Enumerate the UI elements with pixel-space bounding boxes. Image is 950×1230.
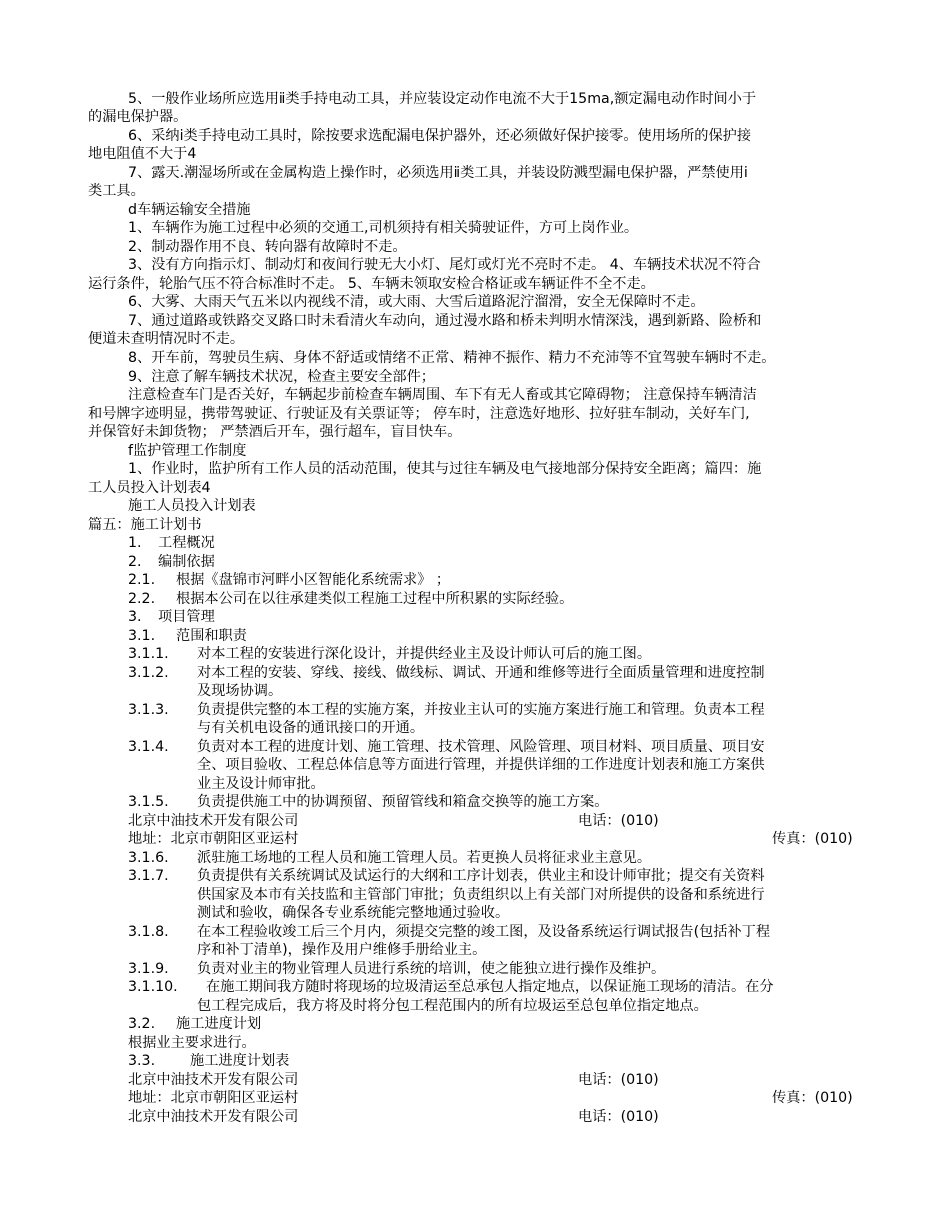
outline-number: 1. xyxy=(128,535,142,551)
footer-phone: 电话：(010) xyxy=(578,813,659,829)
outline-text: 在本工程验收竣工后三个月内，须提交完整的竣工图，及设备系统运行调试报告(包括补丁程 xyxy=(197,924,771,940)
footer-company: 北京中油技术开发有限公司 xyxy=(128,1072,299,1088)
outline-text: 负责对业主的物业管理人员进行系统的培训，使之能独立进行操作及维护。 xyxy=(197,961,666,977)
outline-text: 负责提供施工中的协调预留、预留管线和箱盒交换等的施工方案。 xyxy=(197,794,609,810)
paragraph-line: 8、开车前，驾驶员生病、身体不舒适或情绪不正常、精神不振作、精力不充沛等不宜驾驶车辆时不走。 xyxy=(128,350,776,366)
paragraph-line: 7、通过道路或铁路交叉路口时未看清火车动向，通过漫水路和桥未判明水情深浅，遇到新路、险桥和 xyxy=(128,313,762,329)
outline-text: 负责提供有关系统调试及试运行的大纲和工序计划表，供业主和设计师审批；提交有关资料 xyxy=(197,868,765,884)
paragraph-line: 2、制动器作用不良、转向器有故障时不走。 xyxy=(128,239,407,255)
paragraph-line: 9、注意了解车辆技术状况，检查主要安全部件； xyxy=(128,369,435,385)
outline-text: 派驻施工场地的工程人员和施工管理人员。若更换人员将征求业主意见。 xyxy=(197,850,652,866)
outline-text: 序和补丁清单)，操作及用户维修手册给业主。 xyxy=(197,942,487,958)
paragraph-line: 地电阻值不大于4 xyxy=(88,146,197,162)
outline-text: 供国家及本市有关技监和主管部门审批；负责组织以上有关部门对所提供的设备和系统进行 xyxy=(197,887,765,903)
outline-text: 及现场协调。 xyxy=(197,683,283,699)
footer-address: 地址：北京市朝阳区亚运村 xyxy=(128,831,299,847)
outline-text: 业主及设计师审批。 xyxy=(197,776,325,792)
outline-number: 3.3. xyxy=(128,1053,156,1069)
paragraph-line: 5、一般作业场所应选用ⅱ类手持电动工具，并应装设定动作电流不大于15ma,额定漏电动作时间小于 xyxy=(128,91,757,107)
chapter-heading: 篇五：施工计划书 xyxy=(88,517,202,533)
paragraph-line: 运行条件，轮胎气压不符合标准时不走。 5、车辆未领取安检合格证或车辆证件不全不走。 xyxy=(88,276,655,292)
paragraph-line: 注意检查车门是否关好，车辆起步前检查车辆周围、车下有无人畜或其它障碍物； 注意保持车辆清洁 xyxy=(128,387,757,403)
paragraph-line: 施工人员投入计划表 xyxy=(128,498,256,514)
outline-text: 测试和验收，确保各专业系统能完整地通过验收。 xyxy=(197,905,510,921)
outline-number: 3.2. xyxy=(128,1016,156,1032)
paragraph-line: 6、采纳ⅰ类手持电动工具时，除按要求选配漏电保护器外，还必须做好保护接零。使用场所的保护接 xyxy=(128,128,752,144)
paragraph-line: 便道未查明情况时不走。 xyxy=(88,331,245,347)
outline-text: 负责提供完整的本工程的实施方案，并按业主认可的实施方案进行施工和管理。负责本工程 xyxy=(197,702,765,718)
footer-address: 地址：北京市朝阳区亚运村 xyxy=(128,1090,299,1106)
paragraph-line: 的漏电保护器。 xyxy=(88,109,188,125)
outline-number: 2. xyxy=(128,554,142,570)
outline-text: 工程概况 xyxy=(158,535,215,551)
outline-number: 2.2. xyxy=(128,591,156,607)
outline-text: 施工进度计划表 xyxy=(190,1053,290,1069)
outline-number: 3.1. xyxy=(128,628,156,644)
section-heading: d车辆运输安全措施 xyxy=(128,202,251,218)
outline-number: 2.1. xyxy=(128,572,156,588)
outline-text: 根据《盘锦市河畔小区智能化系统需求》 ； xyxy=(176,572,451,588)
outline-number: 3.1.2. xyxy=(128,665,169,681)
outline-number: 3.1.7. xyxy=(128,868,169,884)
outline-text: 编制依据 xyxy=(158,554,215,570)
outline-text: 范围和职责 xyxy=(176,628,247,644)
outline-number: 3. xyxy=(128,609,142,625)
paragraph-line: 6、大雾、大雨天气五米以内视线不清，或大雨、大雪后道路泥泞溜滑，安全无保障时不走。 xyxy=(128,294,705,310)
section-heading: f监护管理工作制度 xyxy=(128,443,247,459)
outline-number: 3.1.3. xyxy=(128,702,169,718)
outline-text: 对本工程的安装、穿线、接线、做线标、调试、开通和维修等进行全面质量管理和进度控制 xyxy=(197,665,765,681)
footer-company: 北京中油技术开发有限公司 xyxy=(128,1109,299,1125)
outline-number: 3.1.4. xyxy=(128,739,169,755)
paragraph-line: 和号牌字迹明显，携带驾驶证、行驶证及有关票证等； 停车时，注意选好地形、拉好驻车制动，关好车门, xyxy=(88,406,750,422)
outline-number: 3.1.5. xyxy=(128,794,169,810)
paragraph-line: 3、没有方向指示灯、制动灯和夜间行驶无大小灯、尾灯或灯光不亮时不走。 4、车辆技术状况不符合 xyxy=(128,257,761,273)
outline-number: 3.1.9. xyxy=(128,961,169,977)
outline-text: 对本工程的安装进行深化设计，并提供经业主及设计师认可后的施工图。 xyxy=(197,646,652,662)
outline-text: 项目管理 xyxy=(158,609,215,625)
outline-text: 负责对本工程的进度计划、施工管理、技术管理、风险管理、项目材料、项目质量、项目安 xyxy=(197,739,765,755)
paragraph-line: 1、车辆作为施工过程中必须的交通工,司机须持有相关骑驶证件，方可上岗作业。 xyxy=(128,220,639,236)
paragraph-line: 并保管好未卸货物； 严禁酒后开车，强行超车，盲目快车。 xyxy=(88,424,462,440)
outline-text: 与有关机电设备的通讯接口的开通。 xyxy=(197,720,425,736)
outline-text: 根据业主要求进行。 xyxy=(128,1035,256,1051)
outline-number: 3.1.8. xyxy=(128,924,169,940)
paragraph-line: 7、露天.潮湿场所或在金属构造上操作时，必须选用ⅱ类工具，并装设防溅型漏电保护器，严禁使用ⅰ xyxy=(128,165,748,181)
paragraph-line: 类工具。 xyxy=(88,183,145,199)
footer-phone: 电话：(010) xyxy=(578,1072,659,1088)
outline-text: 施工进度计划 xyxy=(176,1016,262,1032)
footer-phone: 电话：(010) xyxy=(578,1109,659,1125)
footer-company: 北京中油技术开发有限公司 xyxy=(128,813,299,829)
outline-text: 根据本公司在以往承建类似工程施工过程中所积累的实际经验。 xyxy=(176,591,574,607)
footer-fax: 传真：(010) xyxy=(772,1090,853,1106)
outline-number: 3.1.6. xyxy=(128,850,169,866)
paragraph-line: 工人员投入计划表4 xyxy=(88,480,211,496)
outline-number: 3.1.10. xyxy=(128,979,178,995)
paragraph-line: 1、作业时，监护所有工作人员的活动范围，使其与过往车辆及电气接地部分保持安全距离；篇四：施 xyxy=(128,461,762,477)
footer-fax: 传真：(010) xyxy=(772,831,853,847)
outline-number: 3.1.1. xyxy=(128,646,169,662)
outline-text: 全、项目验收、工程总体信息等方面进行管理，并提供详细的工作进度计划表和施工方案供 xyxy=(197,757,765,773)
outline-text: 包工程完成后，我方将及时将分包工程范围内的所有垃圾运至总包单位指定地点。 xyxy=(197,998,708,1014)
outline-text: 在施工期间我方随时将现场的垃圾清运至总承包人指定地点，以保证施工现场的清洁。在分 xyxy=(206,979,774,995)
